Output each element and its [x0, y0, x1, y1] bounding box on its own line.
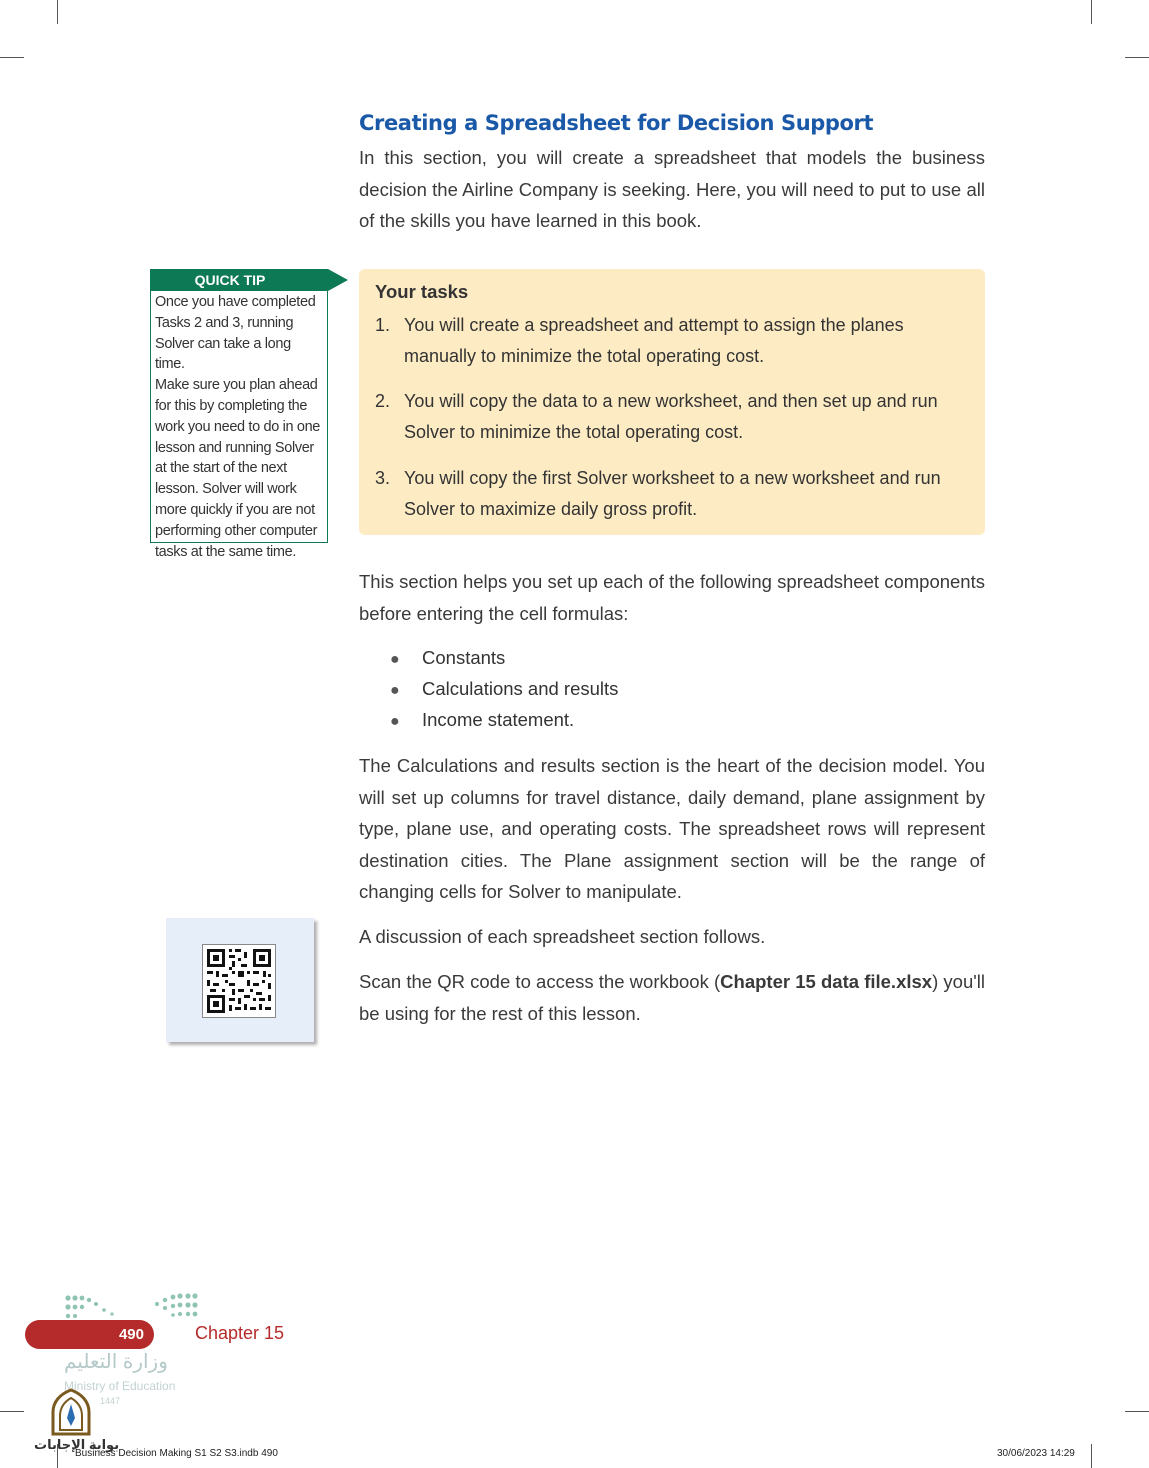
crop-mark — [0, 1411, 24, 1412]
tip-line: tasks at the same time. — [155, 543, 297, 560]
crop-mark — [1125, 1411, 1149, 1412]
tip-line: for this by completing the — [155, 397, 308, 414]
print-slug-timestamp: 30/06/2023 14:29 — [997, 1448, 1075, 1459]
bullet-text: Income statement. — [422, 709, 575, 730]
page-number-badge: 490 — [25, 1320, 154, 1349]
arrow-icon — [328, 269, 348, 291]
task-number: 2. — [375, 391, 391, 411]
year-label: 1447 — [100, 1396, 121, 1406]
bullet-item — [390, 678, 618, 700]
qr-code-icon — [203, 945, 275, 1017]
quick-tip-body — [150, 291, 328, 560]
qr-code[interactable] — [202, 944, 276, 1018]
tip-line: at the start of the next — [155, 460, 287, 477]
task-text: You will create a spreadsheet and attempt to assign the planes manually to minimize the total operating cost. — [404, 315, 904, 366]
tip-line: Make sure you plan ahead — [155, 377, 318, 394]
bullet-text: Constants — [422, 647, 506, 668]
discussion-paragraph: A discussion of each spreadsheet section follows. — [359, 926, 766, 947]
bullet-item — [390, 709, 574, 731]
crop-mark — [1125, 57, 1149, 58]
task-item — [375, 310, 965, 372]
tip-line: Solver can take a long time. — [155, 335, 291, 373]
chapter-label: Chapter 15 — [195, 1323, 285, 1343]
quick-tip-header — [150, 269, 328, 291]
components-intro: This section helps you set up each of the following spreadsheet components before entering the cell formulas: — [359, 571, 985, 624]
tip-line: more quickly if you are not — [155, 501, 315, 518]
task-text: You will copy the first Solver worksheet to a new worksheet and run Solver to maximize daily gross profit. — [404, 468, 941, 519]
tip-line: performing other computer — [155, 522, 318, 539]
qr-code-panel — [166, 918, 314, 1042]
crop-mark — [57, 0, 58, 24]
tip-line: lesson and running Solver — [155, 439, 314, 456]
crop-mark — [1091, 1444, 1092, 1468]
ministry-english-text: Ministry of Education — [64, 1379, 176, 1393]
quick-tip-title: QUICK TIP — [194, 272, 266, 288]
scan-text-after: ) you'll be using for the rest of this lesson. — [359, 971, 985, 1024]
section-heading: Creating a Spreadsheet for Decision Support — [359, 111, 874, 135]
task-text: You will copy the data to a new worksheet, and then set up and run Solver to minimize the total operating cost. — [404, 391, 938, 442]
bullet-icon: ● — [390, 651, 400, 668]
workbook-filename: Chapter 15 data file.xlsx — [720, 971, 933, 992]
bullet-icon: ● — [390, 682, 400, 699]
task-item — [375, 463, 965, 525]
calc-paragraph: The Calculations and results section is the heart of the decision model. You will set up columns for travel distance, daily demand, plane assignment by type, plane use, and operating costs. The spreadsheet rows will represent destination cities. The Plane assignment section will be the range of changing cells for Solver to manipulate. — [359, 755, 985, 902]
watermark-text: بوابة الإجابات — [34, 1437, 120, 1452]
ministry-arabic-logo-text: وزارة التعليم — [64, 1351, 168, 1373]
scan-paragraph — [359, 966, 985, 1029]
task-number: 1. — [375, 315, 391, 335]
task-number: 3. — [375, 468, 391, 488]
bullet-item — [390, 647, 505, 669]
crop-mark — [0, 57, 24, 58]
quick-tip-box — [150, 269, 328, 560]
scan-text-before: Scan the QR code to access the workbook ( — [359, 971, 721, 992]
tip-line: Tasks 2 and 3, running — [155, 314, 294, 331]
print-slug-filename: Business Decision Making S1 S2 S3.indb 490 — [75, 1448, 278, 1459]
tip-line: lesson. Solver will work — [155, 481, 297, 498]
watermark-emblem-icon — [48, 1388, 94, 1438]
tip-line: work you need to do in one — [155, 418, 321, 435]
crop-mark — [1091, 0, 1092, 24]
intro-paragraph: In this section, you will create a spreadsheet that models the business decision the Airline Company is seeking. Here, you will need to put to use all of the skills you have learned in this book. — [359, 147, 985, 231]
tasks-title: Your tasks — [375, 281, 469, 302]
tip-line: Once you have completed — [155, 294, 316, 310]
bullet-icon: ● — [390, 713, 400, 730]
bullet-text: Calculations and results — [422, 678, 619, 699]
task-item — [375, 386, 965, 448]
tasks-box — [359, 269, 985, 535]
